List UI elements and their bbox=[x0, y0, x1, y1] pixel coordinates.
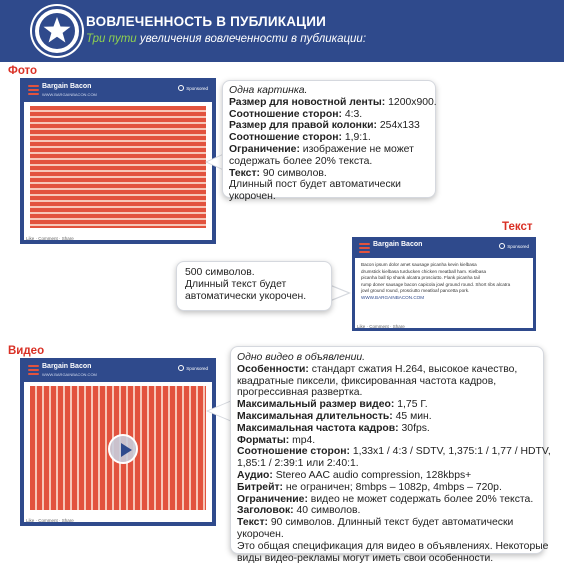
spec-value: изображение не может bbox=[299, 143, 414, 155]
spec-line: автоматически укорочен. bbox=[185, 290, 307, 302]
card-page-name: Bargain Bacon bbox=[42, 83, 92, 90]
spec-line bbox=[237, 553, 537, 564]
video-spec-bubble bbox=[230, 346, 551, 564]
photo-ad-card bbox=[20, 78, 216, 244]
spec-intro: Одна картинка. bbox=[229, 85, 308, 96]
text-spec-bubble bbox=[176, 261, 332, 311]
spec-line bbox=[237, 376, 537, 388]
spec-line: 500 символов. bbox=[185, 267, 255, 278]
spec-value: mp4. bbox=[289, 434, 316, 446]
spec-key: Текст: bbox=[237, 517, 268, 529]
text-ad-line: picanha ball tip shank alcatra prosciutto. Flank picanha tail bbox=[361, 275, 480, 281]
spec-value: Stereo AAC audio compression, 128kbps+ bbox=[272, 469, 472, 481]
section-label-video: Видео bbox=[8, 345, 45, 357]
spec-line bbox=[229, 120, 429, 132]
text-ad-line: jowl ground round, prosciutto meatloaf pancetta pork. bbox=[361, 288, 470, 294]
spec-value: видео не может содержать более 20% текста. bbox=[307, 493, 534, 505]
spec-value: 254x133 bbox=[377, 120, 420, 132]
spec-line bbox=[237, 482, 537, 494]
spec-line bbox=[229, 168, 429, 180]
card-header bbox=[24, 362, 212, 382]
spec-line bbox=[237, 411, 537, 423]
spec-value: 40 символов. bbox=[293, 505, 361, 517]
spec-value: Длинный пост будет автоматически bbox=[229, 179, 401, 191]
spec-value: 90 символов. Длинный текст будет автоматически bbox=[268, 517, 514, 529]
spec-line bbox=[229, 85, 429, 97]
section-label-photo: Фото bbox=[8, 65, 38, 77]
play-icon[interactable] bbox=[108, 434, 138, 464]
text-ad-line: WWW.BARGAINBACON.COM bbox=[361, 294, 425, 300]
photo-ad-image bbox=[30, 106, 206, 228]
spec-key: Ограничение: bbox=[229, 143, 300, 155]
spec-key: Соотношение сторон: bbox=[237, 446, 350, 458]
page-subtitle bbox=[86, 33, 366, 45]
card-page-name: Bargain Bacon bbox=[42, 363, 92, 370]
spec-line bbox=[237, 517, 537, 529]
spec-value: 30fps. bbox=[398, 422, 430, 434]
spec-value: виды видео-рекламы могут иметь свои особенности. bbox=[237, 552, 494, 564]
spec-key: Максимальный размер видео: bbox=[237, 399, 395, 411]
spec-line bbox=[237, 399, 537, 411]
spec-key: Максимальная длительность: bbox=[237, 410, 393, 422]
spec-key: Битрейт: bbox=[237, 481, 284, 493]
spec-value: укорочен. bbox=[229, 191, 276, 203]
spec-value: 90 символов. bbox=[260, 167, 327, 179]
spec-line bbox=[229, 132, 429, 144]
spec-value: квадратные пиксели, фиксированная частота кадров, bbox=[237, 375, 497, 387]
page-title: ВОВЛЕЧЕННОСТЬ В ПУБЛИКАЦИИ bbox=[86, 14, 327, 29]
card-footer-actions: Like · Comment · Share bbox=[26, 518, 74, 523]
spec-line bbox=[237, 494, 537, 506]
spec-key: Форматы: bbox=[237, 434, 290, 446]
spec-line bbox=[237, 458, 537, 470]
spec-key: Максимальная частота кадров: bbox=[237, 422, 399, 434]
spec-key: Аудио: bbox=[237, 469, 273, 481]
spec-line bbox=[237, 470, 537, 482]
subtitle-highlight: Три пути bbox=[86, 33, 137, 45]
spec-line: Длинный текст будет bbox=[185, 278, 287, 290]
photo-spec-bubble bbox=[222, 80, 437, 203]
spec-key: Особенности: bbox=[237, 363, 309, 375]
spec-value: 4:3. bbox=[341, 108, 363, 120]
spec-value: 1,33x1 / 4:3 / SDTV, 1,375:1 / 1,77 / HDTV, bbox=[349, 446, 551, 458]
spec-value: содержать более 20% текста. bbox=[229, 155, 373, 167]
spec-line bbox=[237, 529, 537, 541]
spec-line bbox=[229, 109, 429, 121]
spec-key: Соотношение сторон: bbox=[229, 108, 342, 120]
spec-line bbox=[229, 156, 429, 168]
bacon-logo-icon bbox=[359, 243, 370, 253]
spec-line bbox=[237, 387, 537, 399]
spec-value: стандарт сжатия H.264, высокое качество, bbox=[308, 363, 518, 375]
spec-key: Заголовок: bbox=[237, 505, 294, 517]
spec-line bbox=[237, 540, 549, 553]
card-sponsored: Sponsored bbox=[178, 85, 208, 91]
card-sponsored: Sponsored bbox=[178, 365, 208, 371]
card-sponsored: Sponsored bbox=[499, 243, 529, 249]
spec-key: Размер для правой колонки: bbox=[229, 120, 378, 132]
spec-key: Соотношение сторон: bbox=[229, 132, 342, 144]
spec-value: Это общая спецификация для видео в объявлениях. Некоторые bbox=[237, 540, 549, 552]
spec-intro: Одно видео в объявлении. bbox=[237, 352, 366, 363]
bacon-logo-icon bbox=[28, 85, 39, 95]
spec-value: укорочен. bbox=[237, 528, 284, 540]
text-ad-line: Bacon ipsum dolor amet sausage picanha kevin kielbasa bbox=[361, 262, 477, 267]
spec-value: не ограничен; 8mbps – 1082p, 4mbps – 720p. bbox=[283, 481, 502, 493]
card-header bbox=[24, 82, 212, 102]
text-ad-body bbox=[361, 262, 527, 302]
spec-value: прогрессивная развертка. bbox=[237, 387, 363, 399]
text-ad-card bbox=[352, 237, 536, 331]
star-icon bbox=[38, 12, 76, 50]
card-header bbox=[355, 240, 533, 258]
spec-line bbox=[237, 446, 551, 458]
spec-line bbox=[237, 423, 537, 435]
text-ad-line: rump doner sausage bacon capicola jowl ground round. Short ribs alcatra bbox=[361, 281, 511, 287]
spec-value: 1,75 Г. bbox=[394, 399, 428, 411]
spec-key: Ограничение: bbox=[237, 493, 308, 505]
video-ad-card bbox=[20, 358, 216, 526]
spec-line bbox=[237, 352, 537, 364]
spec-line bbox=[237, 505, 537, 517]
spec-line bbox=[229, 144, 429, 156]
card-page-name: Bargain Bacon bbox=[373, 241, 423, 248]
spec-key: Текст: bbox=[229, 167, 260, 179]
spec-key: Размер для новостной ленты: bbox=[229, 96, 386, 108]
video-bubble-tail-fill bbox=[208, 401, 232, 421]
spec-value: 1,85:1 / 2:39:1 или 2:40:1. bbox=[237, 458, 359, 470]
text-ad-line: drumstick kielbasa turducken chicken meatball ham. Kielbasa bbox=[361, 268, 487, 274]
card-url: WWW.BARGAINBACON.COM bbox=[42, 92, 97, 97]
header-banner bbox=[0, 0, 564, 62]
subtitle-rest: увеличения вовлеченности в публикации: bbox=[136, 33, 367, 45]
spec-line bbox=[229, 191, 429, 203]
card-url: WWW.BARGAINBACON.COM bbox=[42, 372, 97, 377]
card-footer-actions: Like · Comment · Share bbox=[26, 236, 74, 241]
bacon-logo-icon bbox=[28, 365, 39, 375]
spec-value: 1,9:1. bbox=[341, 132, 371, 144]
spec-line bbox=[237, 364, 537, 376]
badge bbox=[32, 6, 82, 56]
section-label-text: Текст bbox=[502, 221, 533, 233]
spec-line bbox=[229, 179, 429, 191]
card-footer-actions: Like · Comment · Share bbox=[357, 324, 405, 329]
spec-value: 1200x900. bbox=[385, 96, 437, 108]
spec-line bbox=[237, 435, 537, 447]
spec-value: 45 мин. bbox=[392, 410, 432, 422]
spec-line bbox=[229, 96, 437, 109]
